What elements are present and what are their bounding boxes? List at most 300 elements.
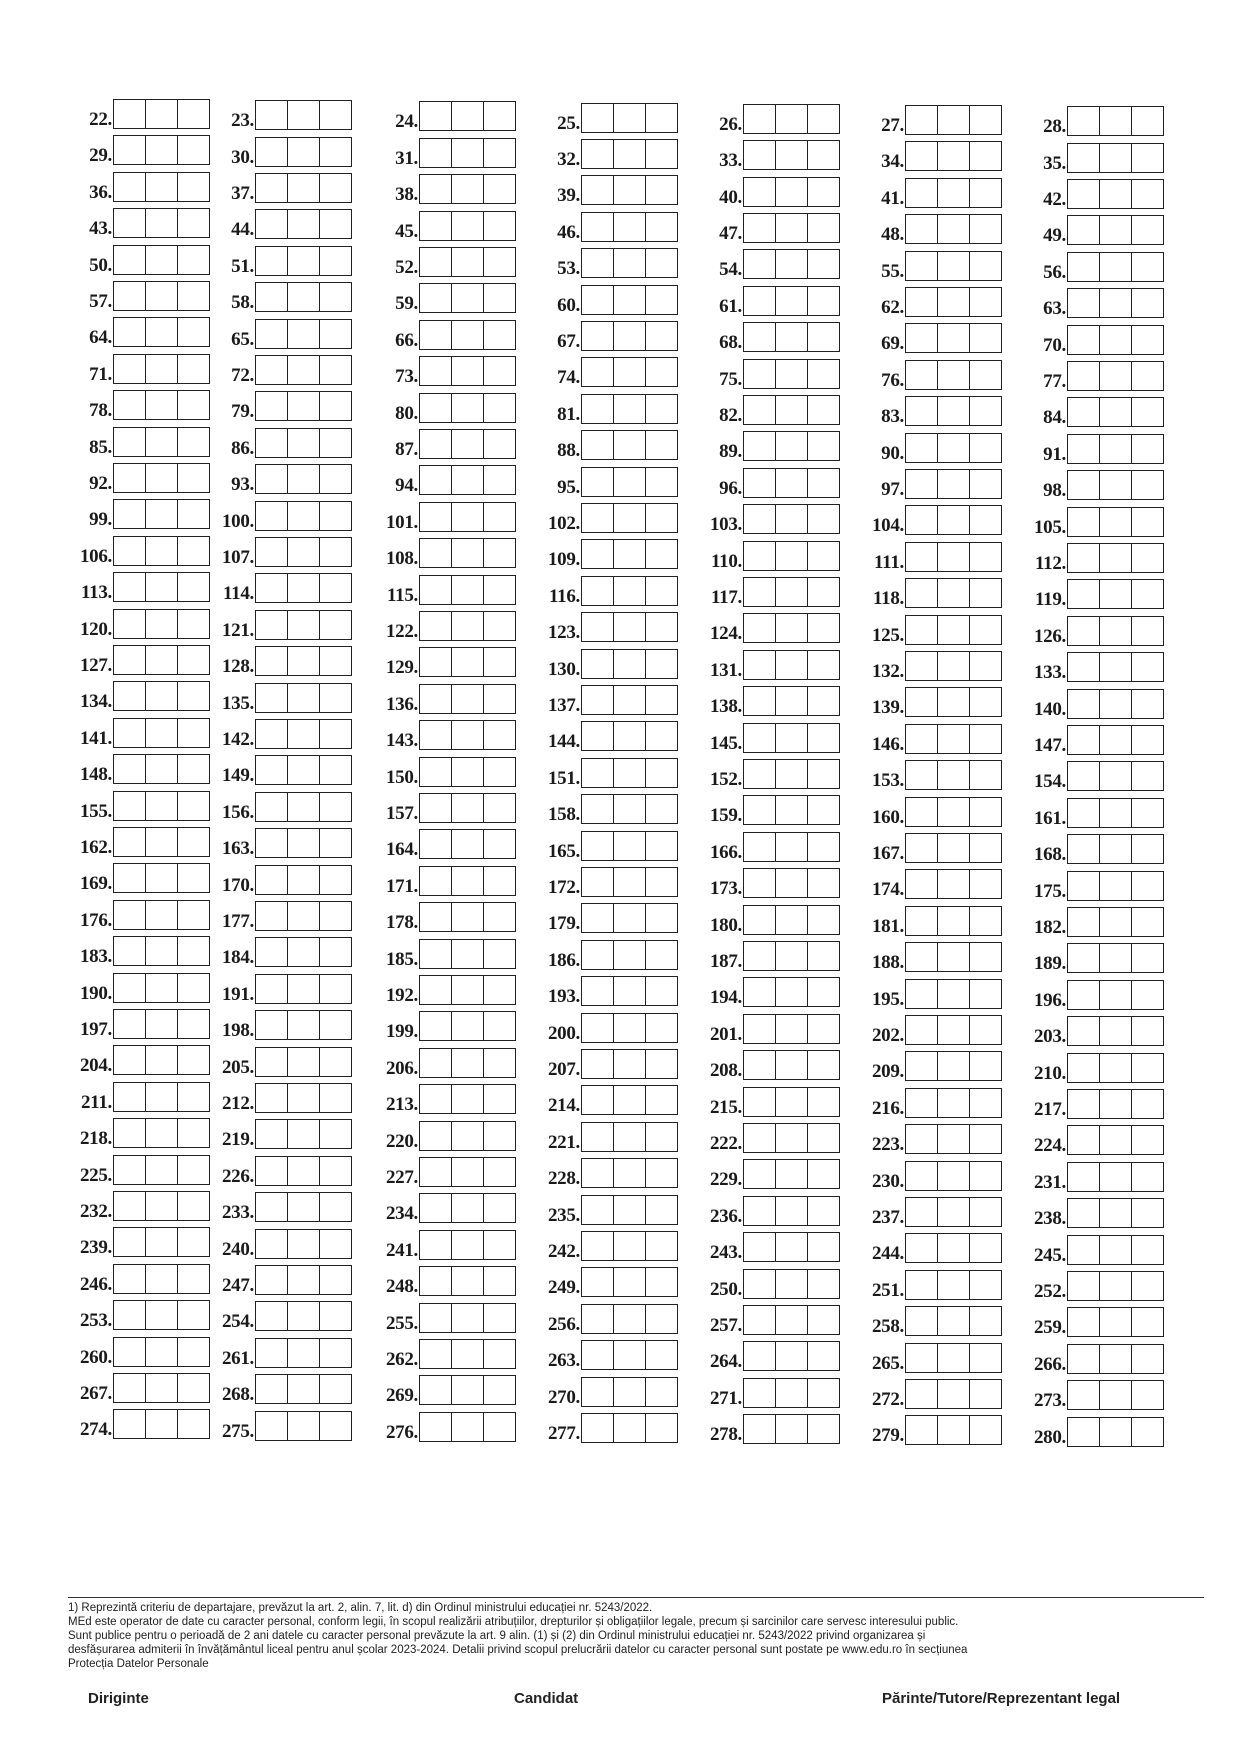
answer-boxes[interactable] (419, 502, 516, 532)
answer-box[interactable] (114, 828, 145, 856)
answer-box[interactable] (937, 1234, 969, 1262)
answer-box[interactable] (906, 980, 937, 1008)
answer-box[interactable] (483, 1376, 515, 1404)
answer-box[interactable] (177, 1192, 209, 1220)
answer-box[interactable] (645, 322, 677, 350)
answer-box[interactable] (1131, 1017, 1163, 1045)
answer-box[interactable] (775, 432, 807, 460)
answer-box[interactable] (807, 1306, 839, 1334)
answer-box[interactable] (744, 214, 775, 242)
answer-box[interactable] (582, 504, 613, 532)
answer-box[interactable] (145, 974, 177, 1002)
answer-box[interactable] (420, 539, 451, 567)
answer-box[interactable] (775, 833, 807, 861)
answer-boxes[interactable] (113, 936, 210, 966)
answer-box[interactable] (287, 1120, 319, 1148)
answer-box[interactable] (1131, 144, 1163, 172)
answer-box[interactable] (451, 758, 483, 786)
answer-boxes[interactable] (113, 1191, 210, 1221)
answer-box[interactable] (319, 283, 351, 311)
answer-box[interactable] (114, 209, 145, 237)
answer-box[interactable] (744, 760, 775, 788)
answer-boxes[interactable] (113, 754, 210, 784)
answer-boxes[interactable] (113, 973, 210, 1003)
answer-box[interactable] (451, 830, 483, 858)
answer-box[interactable] (1131, 398, 1163, 426)
answer-box[interactable] (1099, 253, 1131, 281)
answer-box[interactable] (287, 101, 319, 129)
answer-box[interactable] (906, 1198, 937, 1226)
answer-box[interactable] (969, 870, 1001, 898)
answer-boxes[interactable] (419, 1230, 516, 1260)
answer-box[interactable] (645, 904, 677, 932)
answer-box[interactable] (1131, 872, 1163, 900)
answer-boxes[interactable] (905, 396, 1002, 426)
answer-box[interactable] (969, 652, 1001, 680)
answer-box[interactable] (775, 869, 807, 897)
answer-boxes[interactable] (1067, 1307, 1164, 1337)
answer-box[interactable] (1068, 216, 1099, 244)
answer-box[interactable] (114, 755, 145, 783)
answer-boxes[interactable] (743, 1305, 840, 1335)
answer-box[interactable] (807, 833, 839, 861)
answer-box[interactable] (256, 1375, 287, 1403)
answer-boxes[interactable] (581, 1267, 678, 1297)
answer-box[interactable] (613, 868, 645, 896)
answer-box[interactable] (582, 1232, 613, 1260)
answer-box[interactable] (906, 288, 937, 316)
answer-box[interactable] (319, 210, 351, 238)
answer-boxes[interactable] (581, 503, 678, 533)
answer-box[interactable] (969, 1416, 1001, 1444)
answer-box[interactable] (1131, 1054, 1163, 1082)
answer-box[interactable] (1099, 835, 1131, 863)
answer-box[interactable] (1068, 435, 1099, 463)
answer-box[interactable] (287, 1011, 319, 1039)
answer-box[interactable] (906, 1271, 937, 1299)
answer-box[interactable] (807, 469, 839, 497)
answer-boxes[interactable] (1067, 215, 1164, 245)
answer-box[interactable] (744, 287, 775, 315)
answer-box[interactable] (1099, 435, 1131, 463)
answer-box[interactable] (319, 174, 351, 202)
answer-boxes[interactable] (581, 394, 678, 424)
answer-boxes[interactable] (255, 282, 352, 312)
answer-boxes[interactable] (255, 1010, 352, 1040)
answer-box[interactable] (613, 358, 645, 386)
answer-box[interactable] (937, 324, 969, 352)
answer-box[interactable] (807, 869, 839, 897)
answer-boxes[interactable] (255, 100, 352, 130)
answer-box[interactable] (287, 684, 319, 712)
answer-box[interactable] (906, 579, 937, 607)
answer-box[interactable] (613, 1268, 645, 1296)
answer-box[interactable] (906, 470, 937, 498)
answer-box[interactable] (256, 574, 287, 602)
answer-box[interactable] (420, 1158, 451, 1186)
answer-box[interactable] (937, 943, 969, 971)
answer-box[interactable] (483, 1413, 515, 1441)
answer-box[interactable] (645, 722, 677, 750)
answer-boxes[interactable] (419, 1121, 516, 1151)
answer-boxes[interactable] (905, 833, 1002, 863)
answer-box[interactable] (807, 105, 839, 133)
answer-box[interactable] (582, 431, 613, 459)
answer-box[interactable] (906, 652, 937, 680)
answer-box[interactable] (969, 397, 1001, 425)
answer-box[interactable] (906, 1307, 937, 1335)
answer-box[interactable] (145, 1265, 177, 1293)
answer-box[interactable] (744, 1197, 775, 1225)
answer-box[interactable] (807, 360, 839, 388)
answer-box[interactable] (645, 577, 677, 605)
answer-box[interactable] (582, 1196, 613, 1224)
answer-boxes[interactable] (743, 1050, 840, 1080)
answer-box[interactable] (807, 178, 839, 206)
answer-box[interactable] (319, 465, 351, 493)
answer-box[interactable] (114, 428, 145, 456)
answer-box[interactable] (645, 540, 677, 568)
answer-box[interactable] (744, 906, 775, 934)
answer-box[interactable] (969, 907, 1001, 935)
answer-box[interactable] (775, 578, 807, 606)
answer-box[interactable] (613, 1159, 645, 1187)
answer-box[interactable] (906, 543, 937, 571)
answer-box[interactable] (969, 434, 1001, 462)
answer-boxes[interactable] (255, 755, 352, 785)
answer-box[interactable] (256, 756, 287, 784)
answer-boxes[interactable] (905, 323, 1002, 353)
answer-box[interactable] (256, 720, 287, 748)
answer-box[interactable] (177, 1410, 209, 1438)
answer-box[interactable] (744, 724, 775, 752)
answer-box[interactable] (775, 469, 807, 497)
answer-box[interactable] (319, 647, 351, 675)
answer-boxes[interactable] (113, 1300, 210, 1330)
answer-box[interactable] (114, 537, 145, 565)
answer-box[interactable] (451, 576, 483, 604)
answer-box[interactable] (319, 138, 351, 166)
answer-box[interactable] (807, 1160, 839, 1188)
answer-boxes[interactable] (419, 247, 516, 277)
answer-boxes[interactable] (743, 1014, 840, 1044)
answer-box[interactable] (420, 284, 451, 312)
answer-boxes[interactable] (905, 651, 1002, 681)
answer-box[interactable] (177, 937, 209, 965)
answer-boxes[interactable] (743, 650, 840, 680)
answer-box[interactable] (744, 1379, 775, 1407)
answer-box[interactable] (451, 1194, 483, 1222)
answer-box[interactable] (145, 1083, 177, 1111)
answer-boxes[interactable] (1067, 1089, 1164, 1119)
answer-box[interactable] (1068, 107, 1099, 135)
answer-box[interactable] (582, 395, 613, 423)
answer-box[interactable] (451, 794, 483, 822)
answer-box[interactable] (906, 252, 937, 280)
answer-box[interactable] (775, 250, 807, 278)
answer-box[interactable] (807, 1197, 839, 1225)
answer-boxes[interactable] (419, 356, 516, 386)
answer-boxes[interactable] (905, 1415, 1002, 1445)
answer-box[interactable] (775, 978, 807, 1006)
answer-box[interactable] (937, 1198, 969, 1226)
answer-box[interactable] (483, 576, 515, 604)
answer-box[interactable] (420, 394, 451, 422)
answer-box[interactable] (807, 978, 839, 1006)
answer-box[interactable] (319, 793, 351, 821)
answer-box[interactable] (1099, 289, 1131, 317)
answer-box[interactable] (937, 1052, 969, 1080)
answer-box[interactable] (969, 579, 1001, 607)
answer-box[interactable] (287, 975, 319, 1003)
answer-boxes[interactable] (581, 612, 678, 642)
answer-boxes[interactable] (113, 1409, 210, 1439)
answer-box[interactable] (451, 685, 483, 713)
answer-boxes[interactable] (255, 355, 352, 385)
answer-box[interactable] (451, 430, 483, 458)
answer-box[interactable] (420, 503, 451, 531)
answer-box[interactable] (483, 539, 515, 567)
answer-box[interactable] (287, 1375, 319, 1403)
answer-box[interactable] (775, 1088, 807, 1116)
answer-box[interactable] (1131, 471, 1163, 499)
answer-boxes[interactable] (905, 797, 1002, 827)
answer-box[interactable] (483, 139, 515, 167)
answer-boxes[interactable] (419, 138, 516, 168)
answer-boxes[interactable] (581, 649, 678, 679)
answer-box[interactable] (744, 396, 775, 424)
answer-box[interactable] (483, 794, 515, 822)
answer-box[interactable] (582, 1305, 613, 1333)
answer-box[interactable] (1131, 1345, 1163, 1373)
answer-box[interactable] (744, 469, 775, 497)
answer-box[interactable] (145, 1156, 177, 1184)
answer-box[interactable] (1068, 690, 1099, 718)
answer-box[interactable] (114, 1374, 145, 1402)
answer-box[interactable] (807, 724, 839, 752)
answer-box[interactable] (483, 1158, 515, 1186)
answer-box[interactable] (775, 1160, 807, 1188)
answer-box[interactable] (744, 432, 775, 460)
answer-box[interactable] (775, 687, 807, 715)
answer-boxes[interactable] (581, 976, 678, 1006)
answer-box[interactable] (775, 1342, 807, 1370)
answer-box[interactable] (645, 1268, 677, 1296)
answer-box[interactable] (906, 725, 937, 753)
answer-box[interactable] (775, 796, 807, 824)
answer-box[interactable] (1131, 690, 1163, 718)
answer-box[interactable] (287, 1230, 319, 1258)
answer-box[interactable] (775, 614, 807, 642)
answer-box[interactable] (645, 868, 677, 896)
answer-boxes[interactable] (905, 1051, 1002, 1081)
answer-box[interactable] (451, 721, 483, 749)
answer-boxes[interactable] (1067, 689, 1164, 719)
answer-boxes[interactable] (419, 1084, 516, 1114)
answer-box[interactable] (807, 542, 839, 570)
answer-box[interactable] (613, 468, 645, 496)
answer-box[interactable] (177, 1228, 209, 1256)
answer-boxes[interactable] (113, 354, 210, 384)
answer-box[interactable] (645, 650, 677, 678)
answer-boxes[interactable] (743, 541, 840, 571)
answer-boxes[interactable] (113, 208, 210, 238)
answer-box[interactable] (613, 650, 645, 678)
answer-box[interactable] (1099, 1017, 1131, 1045)
answer-box[interactable] (177, 864, 209, 892)
answer-box[interactable] (645, 1014, 677, 1042)
answer-box[interactable] (1099, 799, 1131, 827)
answer-box[interactable] (969, 798, 1001, 826)
answer-box[interactable] (906, 616, 937, 644)
answer-box[interactable] (937, 106, 969, 134)
answer-boxes[interactable] (1067, 980, 1164, 1010)
answer-box[interactable] (319, 756, 351, 784)
answer-boxes[interactable] (743, 1232, 840, 1262)
answer-boxes[interactable] (419, 1303, 516, 1333)
answer-box[interactable] (582, 1378, 613, 1406)
answer-box[interactable] (177, 100, 209, 128)
answer-box[interactable] (287, 174, 319, 202)
answer-box[interactable] (483, 830, 515, 858)
answer-box[interactable] (1131, 435, 1163, 463)
answer-boxes[interactable] (905, 1233, 1002, 1263)
answer-box[interactable] (807, 1415, 839, 1443)
answer-box[interactable] (256, 429, 287, 457)
answer-boxes[interactable] (743, 213, 840, 243)
answer-box[interactable] (906, 761, 937, 789)
answer-box[interactable] (420, 976, 451, 1004)
answer-box[interactable] (906, 1344, 937, 1372)
answer-box[interactable] (937, 397, 969, 425)
answer-box[interactable] (1131, 1090, 1163, 1118)
answer-box[interactable] (1068, 799, 1099, 827)
answer-box[interactable] (1068, 835, 1099, 863)
answer-boxes[interactable] (743, 249, 840, 279)
answer-boxes[interactable] (905, 1015, 1002, 1045)
answer-box[interactable] (645, 140, 677, 168)
answer-box[interactable] (744, 141, 775, 169)
answer-box[interactable] (145, 428, 177, 456)
answer-boxes[interactable] (581, 430, 678, 460)
answer-boxes[interactable] (113, 1118, 210, 1148)
answer-box[interactable] (145, 318, 177, 346)
answer-boxes[interactable] (1067, 397, 1164, 427)
answer-boxes[interactable] (1067, 907, 1164, 937)
answer-boxes[interactable] (905, 942, 1002, 972)
answer-box[interactable] (420, 1413, 451, 1441)
answer-box[interactable] (645, 1159, 677, 1187)
answer-boxes[interactable] (743, 686, 840, 716)
answer-boxes[interactable] (743, 868, 840, 898)
answer-box[interactable] (1068, 289, 1099, 317)
answer-boxes[interactable] (1067, 288, 1164, 318)
answer-box[interactable] (177, 391, 209, 419)
answer-boxes[interactable] (581, 1122, 678, 1152)
answer-box[interactable] (114, 937, 145, 965)
answer-boxes[interactable] (255, 646, 352, 676)
answer-box[interactable] (451, 539, 483, 567)
answer-box[interactable] (256, 611, 287, 639)
answer-box[interactable] (969, 725, 1001, 753)
answer-box[interactable] (319, 938, 351, 966)
answer-boxes[interactable] (581, 103, 678, 133)
answer-boxes[interactable] (1067, 834, 1164, 864)
answer-boxes[interactable] (905, 505, 1002, 535)
answer-box[interactable] (451, 903, 483, 931)
answer-box[interactable] (1131, 1418, 1163, 1446)
answer-box[interactable] (1131, 617, 1163, 645)
answer-box[interactable] (807, 250, 839, 278)
answer-box[interactable] (807, 432, 839, 460)
answer-boxes[interactable] (113, 1373, 210, 1403)
answer-box[interactable] (969, 506, 1001, 534)
answer-box[interactable] (906, 179, 937, 207)
answer-boxes[interactable] (743, 1269, 840, 1299)
answer-box[interactable] (1099, 1163, 1131, 1191)
answer-box[interactable] (775, 505, 807, 533)
answer-box[interactable] (613, 1305, 645, 1333)
answer-box[interactable] (145, 464, 177, 492)
answer-box[interactable] (483, 430, 515, 458)
answer-box[interactable] (1068, 726, 1099, 754)
answer-box[interactable] (319, 538, 351, 566)
answer-box[interactable] (937, 1162, 969, 1190)
answer-box[interactable] (807, 760, 839, 788)
answer-box[interactable] (969, 1271, 1001, 1299)
answer-box[interactable] (483, 503, 515, 531)
answer-box[interactable] (906, 361, 937, 389)
answer-box[interactable] (256, 866, 287, 894)
answer-box[interactable] (744, 105, 775, 133)
answer-boxes[interactable] (113, 1337, 210, 1367)
answer-box[interactable] (744, 360, 775, 388)
answer-box[interactable] (451, 394, 483, 422)
answer-box[interactable] (420, 1376, 451, 1404)
answer-box[interactable] (420, 1231, 451, 1259)
answer-boxes[interactable] (581, 1195, 678, 1225)
answer-boxes[interactable] (743, 286, 840, 316)
answer-box[interactable] (937, 907, 969, 935)
answer-boxes[interactable] (743, 504, 840, 534)
answer-box[interactable] (256, 1302, 287, 1330)
answer-box[interactable] (483, 284, 515, 312)
answer-boxes[interactable] (419, 393, 516, 423)
answer-box[interactable] (256, 210, 287, 238)
answer-box[interactable] (483, 1122, 515, 1150)
answer-box[interactable] (645, 795, 677, 823)
answer-box[interactable] (613, 795, 645, 823)
answer-box[interactable] (969, 106, 1001, 134)
answer-box[interactable] (483, 212, 515, 240)
answer-boxes[interactable] (743, 1414, 840, 1444)
answer-box[interactable] (177, 246, 209, 274)
answer-box[interactable] (420, 430, 451, 458)
answer-boxes[interactable] (1067, 507, 1164, 537)
answer-box[interactable] (145, 1192, 177, 1220)
answer-boxes[interactable] (255, 828, 352, 858)
answer-box[interactable] (483, 976, 515, 1004)
answer-box[interactable] (744, 542, 775, 570)
answer-box[interactable] (1068, 471, 1099, 499)
answer-box[interactable] (969, 1162, 1001, 1190)
answer-boxes[interactable] (581, 1013, 678, 1043)
answer-boxes[interactable] (113, 463, 210, 493)
answer-box[interactable] (937, 980, 969, 1008)
answer-box[interactable] (1068, 253, 1099, 281)
answer-box[interactable] (319, 902, 351, 930)
answer-box[interactable] (937, 1380, 969, 1408)
